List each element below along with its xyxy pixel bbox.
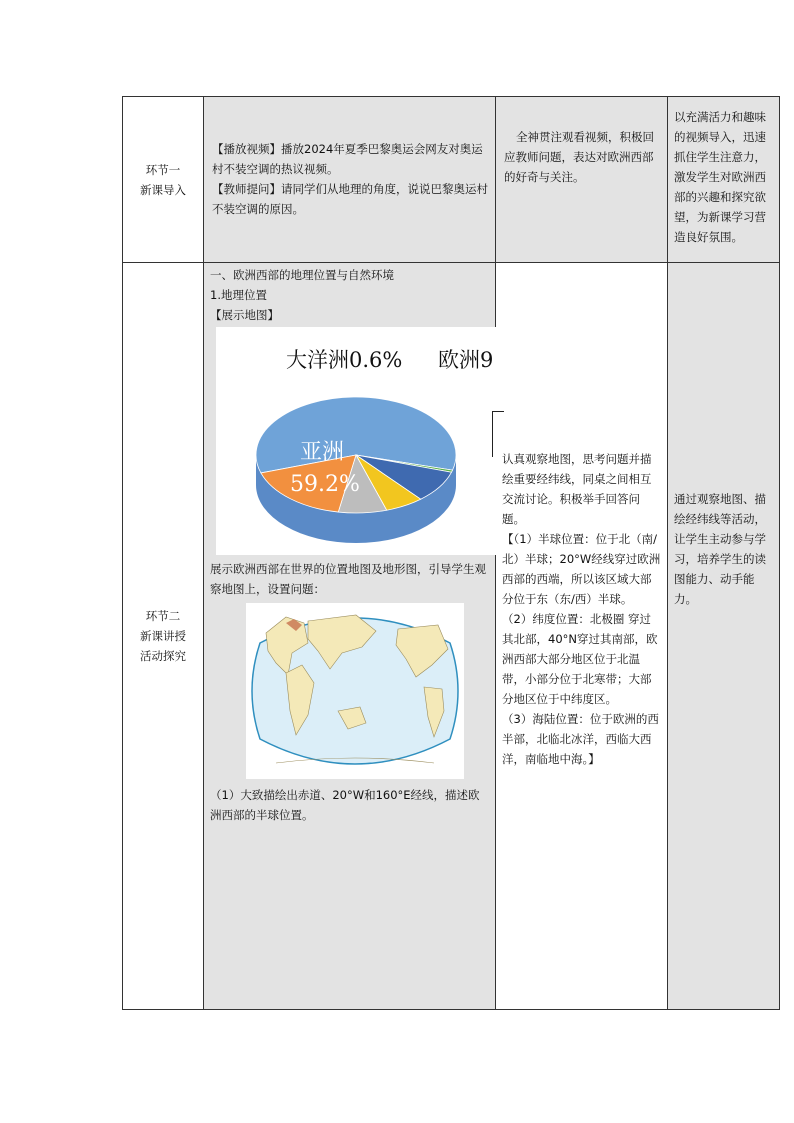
chart-leader-line: [492, 411, 493, 457]
oceania-label: 大洋洲0.6%: [286, 348, 403, 372]
asia-name-label: 亚洲: [300, 440, 345, 465]
asia-value-label: 59.2%: [290, 472, 360, 497]
student-text: 全神贯注观看视频，积极回应教师问题，表达对欧洲西部的好奇与关注。: [504, 130, 654, 184]
student-activity-cell: [496, 97, 668, 263]
design-intent-cell: [668, 263, 780, 1010]
table-row: [123, 97, 780, 263]
intent-text: 通过观察地图、描绘经纬线等活动，让学生主动参与学习，培养学生的读图能力、动手能力。: [674, 492, 766, 606]
stage-label: 新课讲授: [140, 629, 186, 643]
table-row: [123, 263, 780, 1010]
europe-label: 欧洲9: [438, 348, 494, 372]
student-text: （2）纬度位置：北极圈 穿过其北部，40°N穿过其南部，欧洲西部大部分地区位于北温带，小部分位于北寒带；大部分地区位于中纬度区。: [502, 612, 658, 706]
student-text: （3）海陆位置：位于欧洲的西半部，北临北冰洋，西临大西洋，南临地中海。】: [502, 712, 659, 766]
chart-leader-line: [492, 411, 504, 412]
student-text: 【（1）半球位置：位于北（南/北）半球；20°W经线穿过欧洲西部的西端，所以该区域大部分位于东（东/西）半球。: [502, 532, 661, 606]
stage-label: 环节一: [145, 162, 181, 177]
teacher-activity-cell: [204, 263, 496, 1010]
world-map-image: [246, 603, 464, 779]
world-map-svg: [246, 603, 464, 779]
stage-cell-2: [123, 263, 204, 1010]
lesson-plan-table: [122, 96, 780, 1010]
section-heading: 一、欧洲西部的地理位置与自然环境: [210, 268, 394, 282]
stage-cell-1: [123, 97, 204, 263]
continent-area-pie-chart: [216, 327, 500, 555]
student-text: 认真观察地图，思考问题并描绘重要经纬线，同桌之间相互交流讨论。积极举手回答问题。: [502, 452, 652, 526]
stage-label: 活动探究: [140, 649, 186, 663]
stage-label: 新课导入: [140, 182, 186, 197]
question-text: （1）大致描绘出赤道、20°W和160°E经线，描述欧洲西部的半球位置。: [210, 788, 480, 822]
student-activity-cell: [496, 263, 668, 1010]
stage-label: 环节二: [145, 609, 181, 623]
teacher-text: 【教师提问】请同学们从地理的角度，说说巴黎奥运村不装空调的原因。: [212, 182, 488, 216]
sub-heading: 1.地理位置: [210, 288, 267, 302]
pie-chart-svg: [216, 327, 500, 555]
teacher-text: 【播放视频】播放2024年夏季巴黎奥运会网友对奥运村不装空调的热议视频。: [212, 142, 483, 176]
intent-text: 以充满活力和趣味的视频导入，迅速抓住学生注意力，激发学生对欧洲西部的兴趣和探究欲望，为新课学习营造良好氛围。: [674, 110, 766, 244]
teacher-activity-cell: [204, 97, 496, 263]
map-instruction: 展示欧洲西部在世界的位置地图及地形图，引导学生观察地图上，设置问题：: [210, 562, 486, 596]
design-intent-cell: [668, 97, 780, 263]
show-map-label: 【展示地图】: [210, 308, 279, 322]
